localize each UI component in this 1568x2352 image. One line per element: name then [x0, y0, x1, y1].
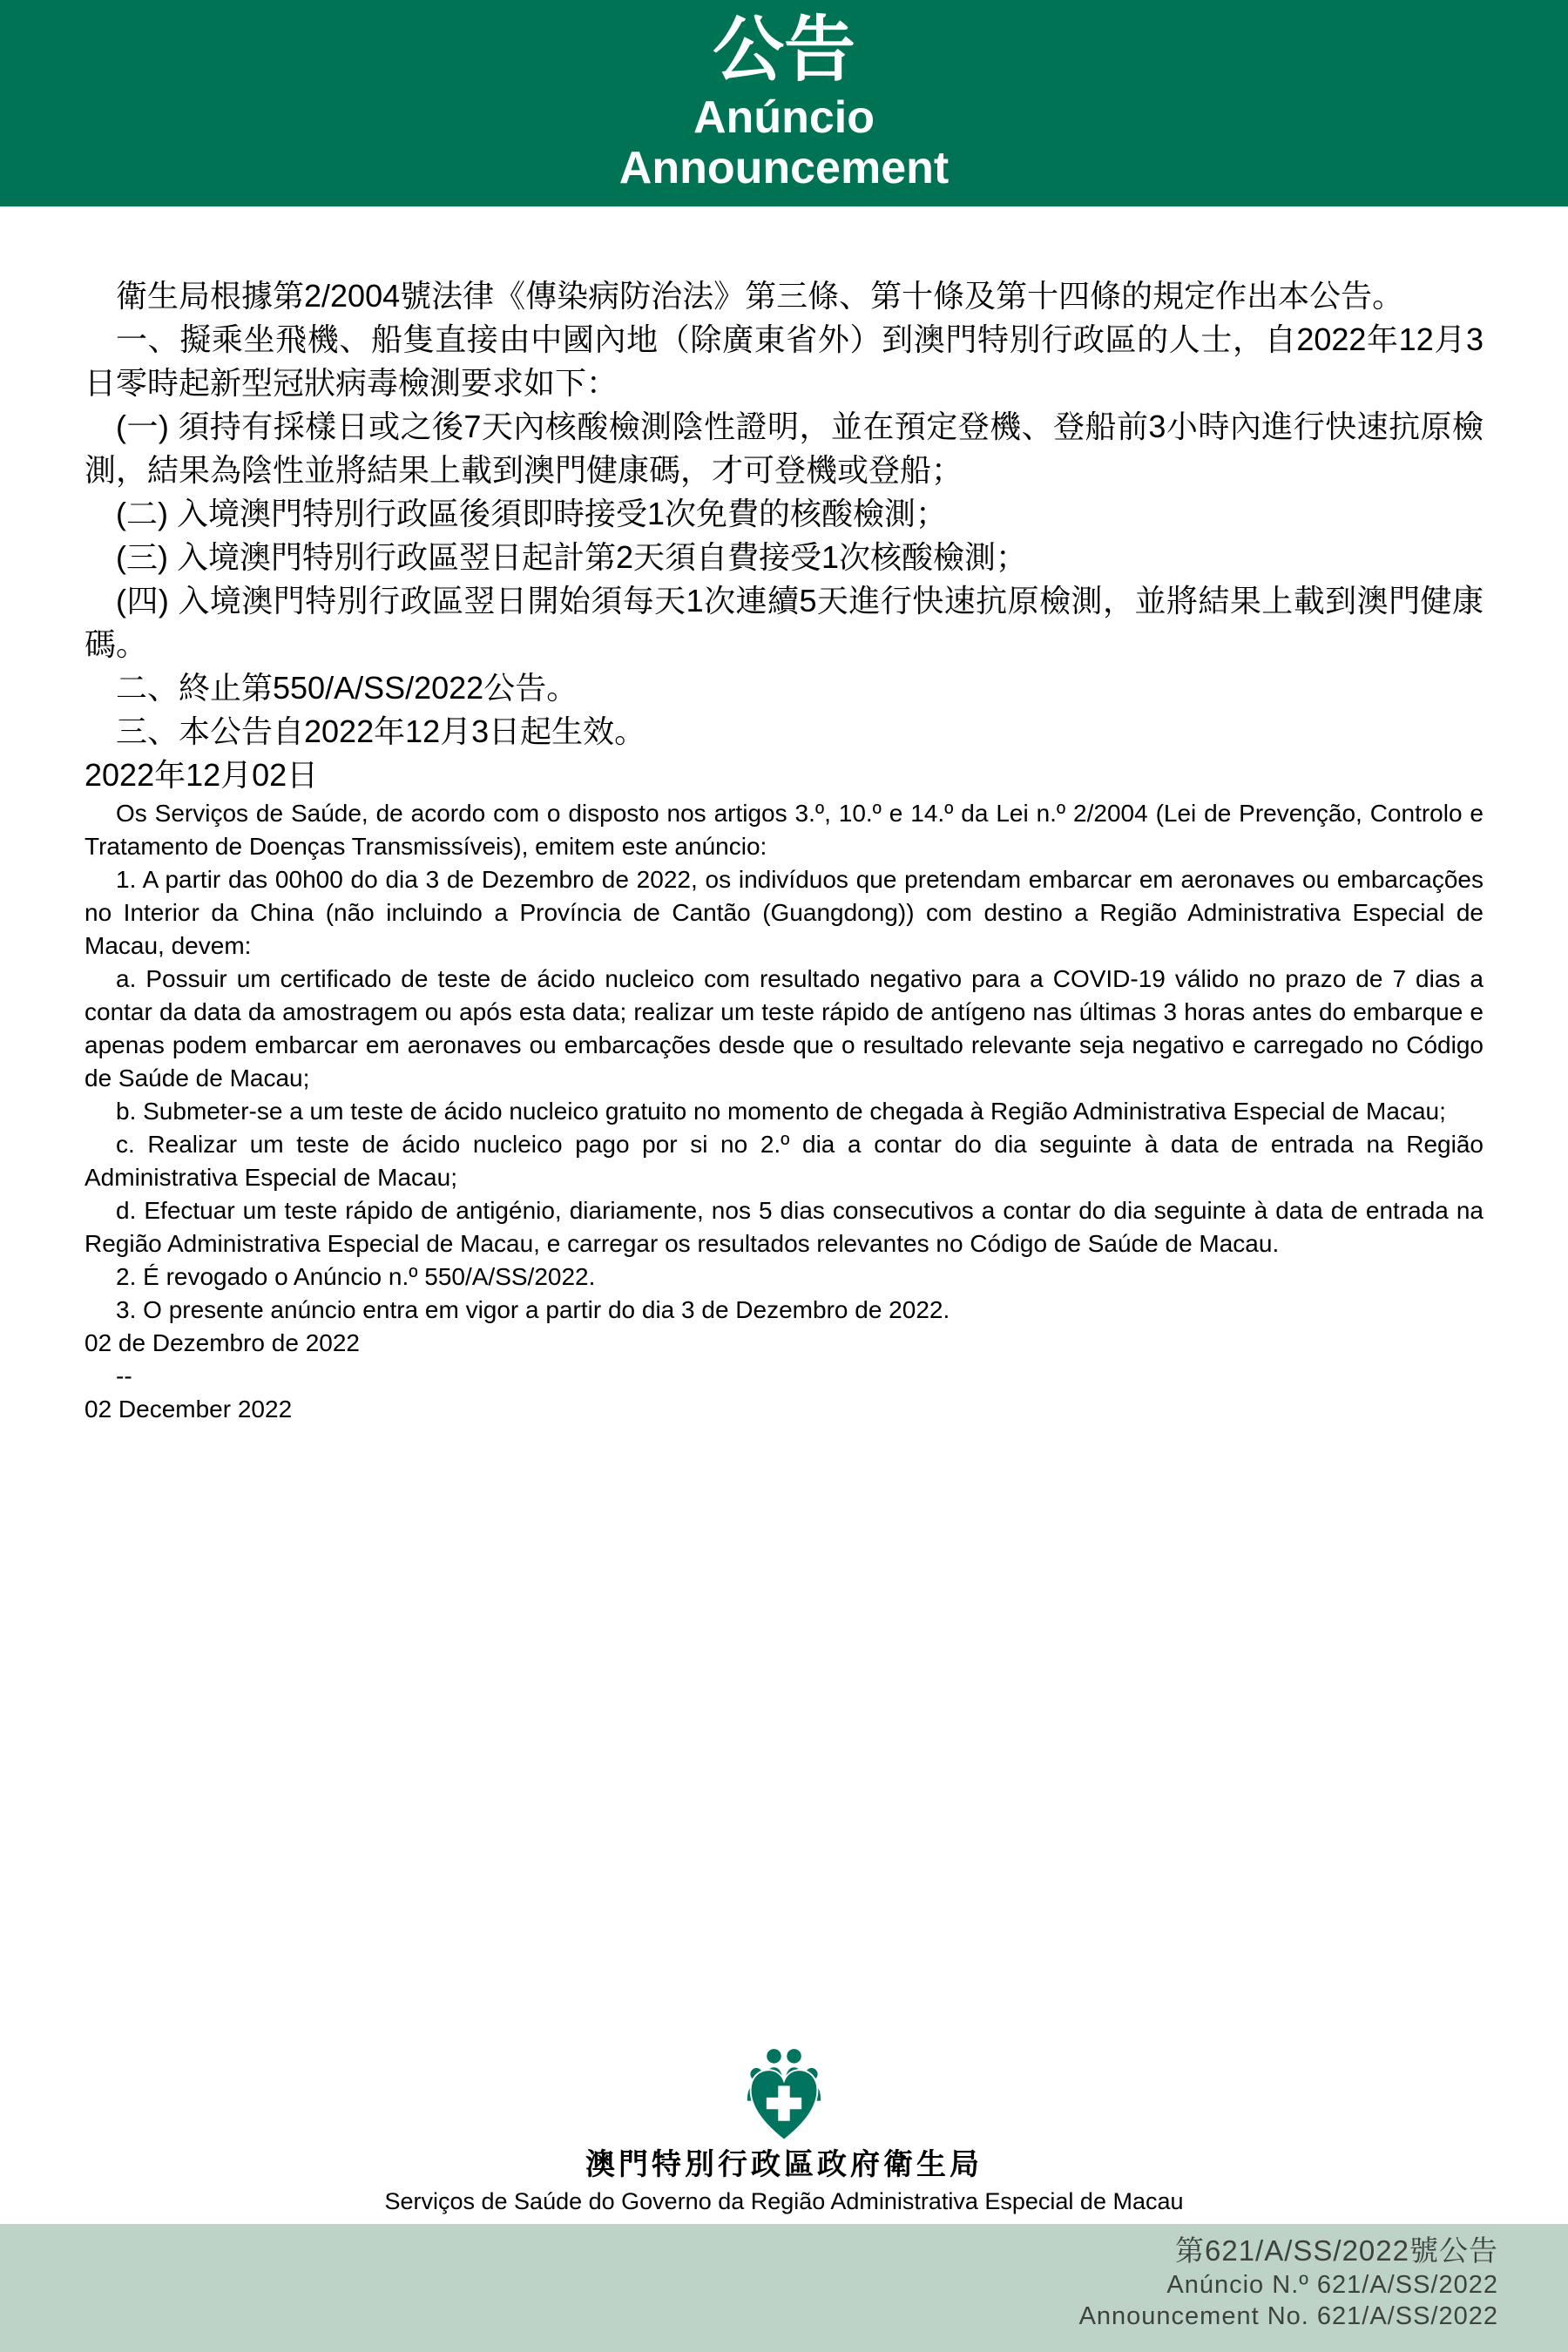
issuer-footer	[0, 2046, 1568, 2224]
zh-paragraph-item1: 一、擬乘坐飛機、船隻直接由中國內地（除廣東省外）到澳門特別行政區的人士，自2022年12月3日零時起新型冠狀病毒檢測要求如下：	[84, 321, 1484, 401]
document-body	[0, 206, 1568, 1426]
pt-paragraph-item3: 3. O presente anúncio entra em vigor a partir do dia 3 de Dezembro de 2022.	[116, 1296, 950, 1323]
issuer-name-pt: Serviços de Saúde do Governo da Região Administrativa Especial de Macau	[384, 2188, 1184, 2214]
zh-paragraph-intro: 衛生局根據第2/2004號法律《傳染病防治法》第三條、第十條及第十四條的規定作出本公告。	[116, 278, 1404, 314]
page-title-zh: 公告	[712, 10, 855, 90]
pt-paragraph-item1: 1. A partir das 00h00 do dia 3 de Dezembro de 2022, os indivíduos que pretendam embarcar em aeronaves ou embarcações no Interior da China (não incluindo a Província de Cantão (Guangdong)) com destino a Região Administrativa Especial de Macau, devem:	[84, 866, 1484, 959]
health-services-heart-cross-logo-icon	[742, 2046, 826, 2142]
pt-paragraph-intro: Os Serviços de Saúde, de acordo com o disposto nos artigos 3.º, 10.º e 14.º da Lei n.º 2/2004 (Lei de Prevenção, Controlo e Tratamento de Doenças Transmissíveis), emitem este anúncio:	[84, 800, 1484, 860]
pt-paragraph-item1b: b. Submeter-se a um teste de ácido nucleico gratuito no momento de chegada à Região Administrativa Especial de Macau;	[116, 1098, 1446, 1125]
zh-paragraph-item2: 二、終止第550/A/SS/2022公告。	[116, 670, 578, 706]
issuer-name-zh: 澳門特別行政區政府衛生局	[585, 2148, 983, 2181]
signature-separator: --	[116, 1362, 132, 1389]
page-title-en: Announcement	[618, 143, 950, 193]
reference-number-pt: Anúncio N.º 621/A/SS/2022	[1166, 2271, 1498, 2299]
reference-number-en: Announcement No. 621/A/SS/2022	[1078, 2302, 1498, 2330]
zh-paragraph-item1b: (二) 入境澳門特別行政區後須即時接受1次免費的核酸檢測；	[116, 496, 948, 531]
page-title-pt: Anúncio	[693, 92, 875, 143]
zh-paragraph-item3: 三、本公告自2022年12月3日起生效。	[116, 713, 646, 749]
zh-paragraph-item1a: (一) 須持有採樣日或之後7天內核酸檢測陰性證明，並在預定登機、登船前3小時內進行快速抗原檢測，結果為陰性並將結果上載到澳門健康碼，才可登機或登船；	[84, 409, 1484, 488]
header-banner	[0, 0, 1568, 206]
pt-issue-date: 02 de Dezembro de 2022	[84, 1329, 360, 1356]
pt-paragraph-item2: 2. É revogado o Anúncio n.º 550/A/SS/2022.	[116, 1263, 596, 1290]
zh-paragraph-item1d: (四) 入境澳門特別行政區翌日開始須每天1次連續5天進行快速抗原檢測，並將結果上載到澳門健康碼。	[84, 583, 1484, 662]
pt-paragraph-item1a: a. Possuir um certificado de teste de ácido nucleico com resultado negativo para a COVID-19 válido no prazo de 7 dias a contar da data da amostragem ou após esta data; realizar um teste rápido de antígeno nas últimas 3 horas antes do embarque e apenas podem embarcar em aeronaves ou embarcações desde que o resultado relevante seja negativo e carregado no Código de Saúde de Macau;	[84, 965, 1484, 1092]
en-issue-date: 02 December 2022	[84, 1396, 293, 1423]
pt-paragraph-item1d: d. Efectuar um teste rápido de antigénio, diariamente, nos 5 dias consecutivos a contar do dia seguinte à data de entrada na Região Administrativa Especial de Macau, e carregar os resultados relevantes no Código de Saúde de Macau.	[84, 1197, 1484, 1257]
pt-paragraph-item1c: c. Realizar um teste de ácido nucleico pago por si no 2.º dia a contar do dia seguinte à data de entrada na Região Administrativa Especial de Macau;	[84, 1131, 1484, 1191]
zh-paragraph-item1c: (三) 入境澳門特別行政區翌日起計第2天須自費接受1次核酸檢測；	[116, 539, 1028, 575]
reference-number-band	[0, 2224, 1568, 2352]
reference-number-zh: 第621/A/SS/2022號公告	[1174, 2234, 1498, 2267]
zh-issue-date: 2022年12月02日	[84, 757, 319, 793]
